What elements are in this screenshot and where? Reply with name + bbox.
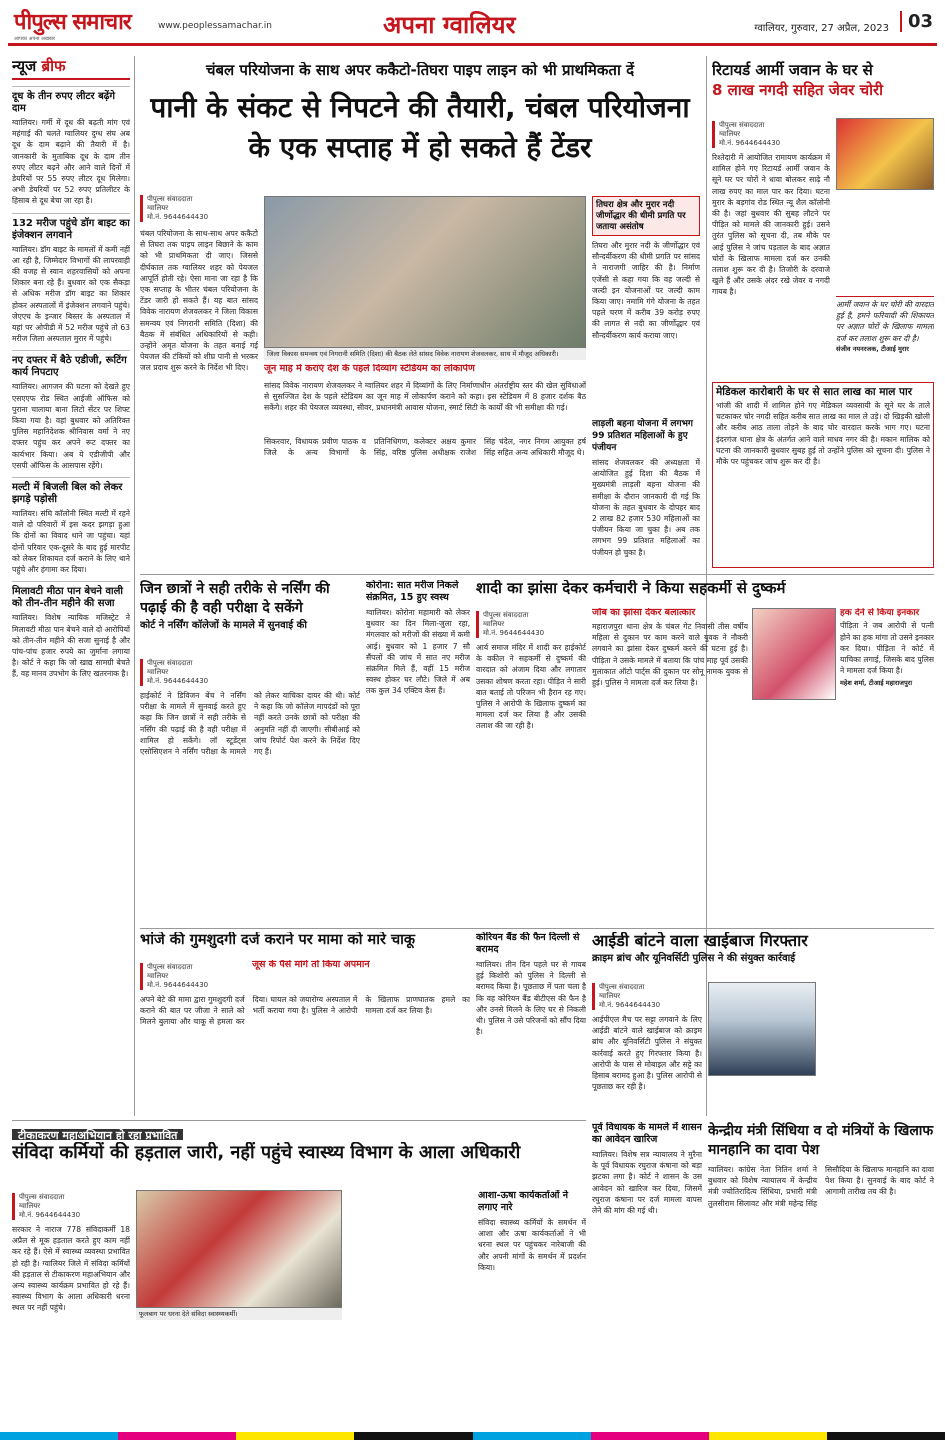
- mama-highlight: [252, 960, 470, 974]
- army-headline-2: 8 लाख नगदी सहित जेवर चोरी: [712, 81, 884, 99]
- shadi-text-body: आर्य समाज मंदिर में शादी कर हाईकोर्ट के वकील ने सहकर्मी से दुष्कर्म की वारदात को अंजाम दिया और लगातार उसका शोषण करता रहा। पीड़ित ने सारी बात बताई तो परिजन भी हैरान रह गए। पुलिस ने आरोपी के खिलाफ दुष्कर्म का मामला दर्ज कर लिया है और उसकी तलाश की जा रही है।: [476, 643, 586, 731]
- color-swatch: [591, 1432, 709, 1440]
- brief-item-title: नए दफ्तर में बैठे एडीजी, रूटिंग कार्य निपटाए: [12, 350, 130, 379]
- lead-kicker-text: चंबल परियोजना के साथ अपर ककैटो-तिघरा पाइप लाइन को भी प्राथमिकता दें: [205, 62, 635, 79]
- byline-phone: मो.नं. 9644644430: [147, 677, 209, 685]
- purv-vidhayak-story: [592, 1122, 702, 1422]
- karobari-text: भांजी की शादी में शामिल होने गए मेडिकल व्यवसायी के सूने घर के ताले चटकाकर चोर नगदी सहित करीब सात लाख का माल ले उड़े। दो खिड़की खोली और करीब आठ ताला तोड़ने के बाद चोर वारदात करके भाग गए। घटना इंदरगंज थाना क्षेत्र के अंतर्गत आने वाले माधव नगर की है। मकान मालिक को घटना की जानकारी बुधवार सुबह हुई तो उन्होंने पुलिस को सूचना दी। पुलिस ने मौके पर पहुंचकर जांच शुरू कर दी है।: [716, 401, 930, 467]
- byline-reporter: पीपुल्स संवाददाता: [19, 1193, 65, 1201]
- haq-box-text: पीड़िता ने जब आरोपी से पत्नी होने का हक मांगा तो उसने इनकार कर दिया। पीड़िता ने कोर्ट में याचिका लगाई, जिसके बाद पुलिस ने मामला दर्ज किया है।: [840, 621, 934, 676]
- tika-text-body: सरकार ने नाराज 778 संविदाकर्मी 18 अप्रैल से मूक हड़ताल करते हुए काम नहीं कर रहे हैं। ऐसे में स्वास्थ्य व्यवस्था प्रभावित हो रही है। ग्वालियर जिले में संविदा कर्मियों की हड़ताल से टीकाकरण महाअभियान और अन्य स्वास्थ्य कार्यक्रम प्रभावित हो रहे हैं। स्वास्थ्य विभाग के आला अधिकारी धरना स्थल पर नहीं पहुंचे।: [12, 1225, 130, 1313]
- nursing-story: [140, 580, 360, 642]
- dateline: ग्वालियर, गुरुवार, 27 अप्रैल, 2023: [754, 23, 889, 34]
- army-quote-author: संजीव नयनरजक, टीआई मुरार: [836, 344, 909, 353]
- byline-city: ग्वालियर: [19, 1202, 41, 1210]
- brief-item-title: मिलावटी मीठा पान बेचने वाली को तीन-तीन महीने की सजा: [12, 581, 130, 610]
- logo-tagline: आपका अपना अखबार: [14, 36, 56, 42]
- purv-headline: पूर्व विधायक के मामले में शासन का आवेदन खारिज: [592, 1122, 702, 1145]
- army-quote-text: आर्मी जवान के घर चोरी की वारदात हुई है, हमने फरियादी की शिकायत पर अज्ञात चोरों के खिलाफ मामला दर्ज कर तलाश शुरू कर दी है।: [836, 300, 934, 343]
- color-swatch: [118, 1432, 236, 1440]
- karobari-story: [712, 382, 934, 568]
- website-url: www.peoplessamachar.in: [158, 21, 272, 31]
- byline-city: ग्वालियर: [147, 668, 169, 676]
- byline-reporter: पीपुल्स संवाददाता: [483, 611, 529, 619]
- byline-city: ग्वालियर: [147, 972, 169, 980]
- brief-item-text: ग्वालियर। डॉग बाइट के मामलों में कमी नहीं आ रही है, जिम्मेदार विभागों की लापरवाही की वजह से स्वान शहरवासियों को अपना शिकार बना रहे हैं। बुधवार को एक सैकड़ा से अधिक मरीज डॉग बाइट का शिकार होकर अस्पतालों में इंजेक्शन लगवाने पहुंचे। जेएएच के इन्जार बिस्तर के अस्पताल में यहां पर ओपीडी में 52 मरीज पहुंचे तो 63 मरीज जिला अस्पताल मुरार में पहुंचे।: [12, 244, 130, 344]
- corona-headline: कोरोना: सात मरीज निकले संक्रमित, 15 हुए स्वस्थ: [366, 580, 459, 603]
- lead-story-kicker: [140, 62, 700, 84]
- khaibaz-story: [592, 932, 934, 978]
- brief-heading-text: न्यूज: [12, 57, 37, 75]
- color-swatch: [354, 1432, 472, 1440]
- tighra-side-box: [592, 196, 700, 236]
- color-swatch: [827, 1432, 945, 1440]
- shadi-headline: शादी का झांसा देकर कर्मचारी ने किया सहकर्मी से दुष्कर्म: [476, 580, 786, 597]
- brief-item-text: ग्वालियर। संघि कॉलोनी स्थित मल्टी में रहने वाले दो परिवारों में इस कदर झगड़ा हुआ कि दोनों का विवाद थाने जा पहुंचा। यहां दोनों परिवार एक-दूसरे के बाद हुई मारपीट को लेकर शिकायत दर्ज कराने के लिए थाने पहुंचे और हंगामा कर दिया।: [12, 509, 130, 575]
- corona-text: ग्वालियर। कोरोना महामारी को लेकर बुधवार का दिन मिला-जुला रहा, मंगलवार को मरीजों की संख्या में कमी आई। बुधवार को 1 हजार 7 सौ सैंपलों की जांच में सात नए मरीज संक्रमित मिले हैं, वहीं 15 मरीज स्वस्थ होकर घर लौटे। जिले में अब तक कुल 34 एक्टिव केस हैं।: [366, 608, 470, 696]
- mama-text-body: अपने बेटे की मामा द्वारा गुमशुदगी दर्ज कराने की बात पर जीजा ने साले को मिलने बुलाया और चाकू से हमला कर दिया। घायल को जयारोग्य अस्पताल में भर्ती कराया गया है। पुलिस ने आरोपी के खिलाफ प्राणघातक हमले का मामला दर्ज कर लिया है।: [140, 995, 470, 1027]
- tighra-box-text: तिघरा क्षेत्र और मुरार नदी जीर्णोद्धार की धीमी प्रगति पर जताया असंतोष: [596, 200, 686, 232]
- lead-text-c: तिघरा और मुरार नदी के जीर्णोद्धार एवं सौन्दर्यीकरण की धीमी प्रगति पर सांसद ने नाराजगी जाहिर की है। निर्माण एजेंसी से कहा गया कि वह जल्दी से जल्दी इन योजनाओं पर जल्दी काम किया जाए। नमामि गंगे योजना के तहत पहले चरण में करीब 39 करोड़ रुपए की लागत से नदी का जीर्णोद्धार एवं सौन्दर्यीकरण कार्य कराया जाए।: [592, 241, 700, 340]
- tika-side-story: [478, 1190, 586, 1428]
- news-brief-column: [12, 56, 130, 1116]
- color-swatch: [473, 1432, 591, 1440]
- army-text: [712, 152, 830, 378]
- army-text-body: रिश्तेदारी में आयोजित रामायण कार्यक्रम में शामिल होने गए रिटायर्ड आर्मी जवान के सूने घर पर चोरों ने धावा बोलकर साढ़े नौ लाख रुपए का माल पार कर दिया। घटना मुरार के बड़गांव रोड स्थित न्यू शैल कॉलोनी की है। जहां बुधवार की सुबह लौटने पर पीड़ित को मामले की जानकारी हुई। उसने तुरंत पुलिस को सूचना दी, तब मौके पर आई पुलिस ने जांच पड़ताल के बाद अज्ञात चोरों के खिलाफ मामला दर्ज कर उनकी तलाश शुरू कर दी है। तिजोरी के दरवाजे खुले हैं और उसके अंदर रखे जेवर व नगदी गायब है।: [712, 153, 830, 297]
- byline-phone: मो.नं. 9644644430: [599, 1001, 661, 1009]
- byline-phone: मो.नं. 9644644430: [19, 1211, 81, 1219]
- section-title: अपना ग्वालियर: [383, 11, 516, 39]
- brief-item-text: ग्वालियर। विशेष न्यायिक मजिस्ट्रेट ने मिलावटी मीठा पान बेचने वाले दो आरोपियों को तीन-तीन महीने की सजा सुनाई है और पांच-पांच हजार रुपये का जुर्माना लगाया है। कोर्ट ने कहा कि जो खाद्य सामग्री बेचते हैं, वह मानव उपभोग के लिए खतरनाक है।: [12, 613, 130, 679]
- lead-text-b: सांसद विवेक नारायण शेजवलकर ने ग्वालियर शहर में दिव्यांगों के लिए निर्माणाधीन अंतर्राष्ट्रीय स्तर की खेल सुविधाओं से सुसज्जित देश के पहले स्टेडियम का जून माह में लोकार्पण कराने को कहा। इस स्टेडियम में 8 हजार दर्शक बैठ सकेंगे। शहर की पेयजल व्यवस्था, सीवर, प्रधानमंत्री आवास योजना, स्मार्ट सिटी के कार्यों की भी समीक्षा की गई।: [264, 381, 586, 413]
- row-divider: [140, 928, 934, 929]
- byline-city: ग्वालियर: [147, 204, 169, 212]
- tika-headline-block: [12, 1142, 586, 1186]
- lead-text-col-c: [592, 240, 700, 412]
- job-box-text: महाराजपुरा थाना क्षेत्र के चंबल गेट निवासी तीस वर्षीय महिला से दुकान पर काम करने वाले युवक ने नौकरी लगवाने का झांसा देकर दुष्कर्म करने की घटना हुई है। पीड़िता ने उसके मामले में बताया कि पांच माह पूर्व उसकी मुलाकात ऑटो पार्ट्स की दुकान पर सोनू नामक युवक से हुई। पुलिस ने मामला दर्ज कर लिया है।: [592, 621, 748, 687]
- brief-item-title: मल्टी में बिजली बिल को लेकर झगड़े पड़ोसी: [12, 477, 130, 506]
- shadi-text: [476, 642, 586, 922]
- tika-kicker-text: टीकाकरण महाअभियान हो रहा प्रभावित: [12, 1129, 183, 1140]
- tika-headline: संविदा कर्मियों की हड़ताल जारी, नहीं पहुंचे स्वास्थ्य विभाग के आला अधिकारी: [12, 1142, 521, 1163]
- tika-text-a: [12, 1224, 130, 1428]
- news-brief-heading: [12, 56, 130, 80]
- corona-story: [366, 580, 470, 922]
- brief-item-title: 132 मरीज पहुंचे डॉग बाइट का इंजेक्शन लगवाने: [12, 213, 130, 242]
- byline-reporter: पीपुल्स संवाददाता: [719, 121, 765, 129]
- stadium-highlight-text: जून माह में कराएं देश के पहले दिव्यांग स्टेडियम का लोकार्पण: [264, 364, 475, 374]
- byline-reporter: पीपुल्स संवाददाता: [599, 983, 645, 991]
- stadium-highlight: [264, 364, 586, 378]
- byline-phone: मो.नं. 9644644430: [147, 981, 209, 989]
- byline-city: ग्वालियर: [483, 620, 505, 628]
- page-number: 03: [900, 11, 933, 32]
- row-divider: [140, 574, 934, 575]
- tika-photo-caption: फूलबाग पर धरना देते संविदा स्वास्थ्यकर्मी।: [136, 1308, 342, 1320]
- shadi-byline: [476, 608, 586, 640]
- tika-kicker: [12, 1124, 586, 1140]
- khaibaz-headline: आईडी बांटने वाला खाईबाज गिरफ्तार: [592, 932, 808, 950]
- nursing-headline: जिन छात्रों ने सही तरीके से नर्सिंग की पढ़ाई की है वही परीक्षा दे सकेंगे: [140, 581, 330, 616]
- lead-photo-meeting: [264, 196, 586, 348]
- tika-side-headline: आशा-ऊषा कार्यकर्ताओं ने लगाए नारे: [478, 1190, 569, 1213]
- army-theft-story: [712, 60, 934, 120]
- khaibaz-byline: [592, 980, 712, 1012]
- lead-headline-block: [140, 88, 700, 188]
- column-divider: [134, 56, 135, 1116]
- lead-text-col-d: [264, 436, 586, 568]
- haq-side-box: [840, 608, 934, 922]
- brief-item-text: ग्वालियर। गर्मी में दूध की बढ़ती मांग एवं महंगाई की चलते ग्वालियर दुग्ध संघ अब दूध के दाम बढ़ाने की तैयारी में है। जानकारी के मुताबिक दूध के दाम तीन रुपए लीटर बढ़ने और आने वाले दिनों में डेयरियों पर 55 रुपए लीटर दूध मिलेगा। अभी डेयरियों पर 52 रुपए प्रतिलीटर के हिसाब से दूध बेचा जा रहा है।: [12, 118, 130, 206]
- job-jhansa-box: [592, 608, 748, 922]
- byline-city: ग्वालियर: [599, 992, 621, 1000]
- shadi-illustration: [752, 608, 836, 700]
- haq-box-title: हक देने से किया इनकार: [840, 608, 920, 618]
- lead-text-a: चंबल परियोजना के साथ-साथ अपर ककैटो से तिघरा तक पाइप लाइन बिछाने के काम को भी प्राथमिकता दी जाए। जिससे दीर्घकाल तक ग्वालियर शहर को पेयजल आपूर्ति होती रहे। ऐसा माना जा रहा है कि एक सप्ताह के भीतर चंबल परियोजना के टेंडर जारी हो सकते हैं। यह बात सांसद विवेक नारायण शेजवलकर ने जिला विकास समन्वय एवं निगरानी समिति (दिशा) की बैठक में संबंधित अधिकारियों से कही। उन्होंने अमृत योजना के तहत बनाई गई पेयजल की टंकियों को शीघ्र पानी से भरकर जल प्रदाय शुरू करने के निर्देश भी दिए।: [140, 229, 258, 373]
- tika-byline: [12, 1190, 132, 1222]
- army-headline-1: रिटायर्ड आर्मी जवान के घर से: [712, 61, 873, 79]
- corian-story: [476, 932, 586, 1116]
- mama-headline: भांजे की गुमशुदगी दर्ज कराने पर मामा को मारे चाकू: [140, 932, 416, 948]
- brief-heading-accent: ब्रीफ: [41, 57, 66, 75]
- scindia-story: [708, 1122, 934, 1428]
- brief-item-title: दूध के तीन रुपए लीटर बढ़ेंगे दाम: [12, 86, 130, 115]
- army-quote: [836, 296, 934, 378]
- newspaper-logo: पीपुल्स समाचार: [14, 10, 131, 35]
- lead-text-d: सिकरवार, विधायक प्रवीण पाठक व जिले के अन्य विभागों के प्रतिनिधिगण, कलेक्टर अक्षय कुमार सिंह, वरिष्ठ पुलिस अधीक्षक राजेश सिंह चंदेल, नगर निगम आयुक्त हर्ष सिंह सहित अन्य अधिकारी मौजूद थे।: [264, 437, 586, 458]
- printer-color-bar: [0, 1432, 945, 1440]
- mama-story: [140, 932, 470, 958]
- nursing-text: [140, 690, 360, 922]
- corian-text: ग्वालियर। तीन दिन पहले घर से गायब हुई किशोरी को पुलिस ने दिल्ली से बरामद किया है। पूछताछ में पता चला है कि वह कोरियन बैंड बीटीएस की फैन है और उनसे मिलने के लिए घर से निकली थी। पुलिस ने उसे परिजनों को सौंप दिया है।: [476, 960, 586, 1037]
- lead-headline: पानी के संकट से निपटने की तैयारी, चंबल परियोजना के एक सप्ताह में हो सकते हैं टेंडर: [150, 91, 690, 164]
- tika-side-text: संविदा स्वास्थ्य कर्मियों के समर्थन में आशा और ऊषा कार्यकर्ताओं ने भी धरना स्थल पर पहुंचकर नारेबाजी की और अपनी मांगों के समर्थन में प्रदर्शन किया।: [478, 1218, 586, 1272]
- karobari-headline: मेडिकल कारोबारी के घर से सात लाख का माल पार: [716, 386, 912, 398]
- color-swatch: [236, 1432, 354, 1440]
- ladli-story: [592, 418, 700, 568]
- byline-phone: मो.नं. 9644644430: [483, 629, 545, 637]
- color-swatch: [0, 1432, 118, 1440]
- brief-item-text: ग्वालियर। आगजन की घटना को देखते हुए एसएएफ रोड स्थित आईजी ऑफिस को पुराना चालाया बाना लिटो सेंटर पर शिफ्ट किया गया है। वहां बुधवार को अतिरिक्त पुलिस महानिदेशक श्रीनिवास वर्मा ने नए दफ्तर पहुंच कर अपने रूट दफ्तर का कार्यभार किया। अब ये एडीजीपी और एसपी ऑफिस के आसपास रहेंगे।: [12, 382, 130, 470]
- khaibaz-subheadline: क्राइम ब्रांच और यूनिवर्सिटी पुलिस ने की संयुक्त कार्रवाई: [592, 953, 796, 965]
- haq-box-author: महेश शर्मा, टीआई महाराजपुरा: [840, 679, 913, 688]
- army-byline: [712, 118, 832, 150]
- byline-city: ग्वालियर: [719, 130, 741, 138]
- ladli-text: सांसद शेजवलकर की अध्यक्षता में आयोजित हुई दिशा की बैठक में मुख्यमंत्री लाड़ली बहना योजना की समीक्षा के दौरान जानकारी दी गई कि योजना के तहत बुधवार के दोपहर बाद 2 लाख 82 हजार 530 महिलाओं का पंजीयन किया जा चुका है। अब तक लगभग 99 प्रतिशत महिलाओं का पंजीयन हो चुका है।: [592, 458, 700, 557]
- shadi-story: [476, 580, 934, 606]
- byline-phone: मो.नं. 9644644430: [147, 213, 209, 221]
- corian-headline: कोरियन बैंड की फैन दिल्ली से बरामद: [476, 932, 580, 955]
- byline-phone: मो.नं. 9644644430: [719, 139, 781, 147]
- byline-reporter: पीपुल्स संवाददाता: [147, 659, 193, 667]
- mama-text: [140, 994, 470, 1116]
- mama-highlight-text: जूस के पैसे मांगे तो किया अपमान: [252, 960, 370, 970]
- tika-protest-photo: [136, 1190, 342, 1308]
- scindia-headline: केन्द्रीय मंत्री सिंधिया व दो मंत्रियों के खिलाफ मानहानि का दावा पेश: [708, 1123, 934, 1158]
- row-divider: [12, 1120, 586, 1121]
- byline-reporter: पीपुल्स संवाददाता: [147, 963, 193, 971]
- accused-portrait: [708, 982, 816, 1076]
- army-theft-illustration: [836, 118, 934, 190]
- ladli-headline: लाड़ली बहना योजना में लगभग 99 प्रतिशत महिलाओं के हुए पंजीयन: [592, 419, 693, 453]
- mama-byline: [140, 960, 260, 992]
- masthead: [8, 6, 937, 46]
- byline-reporter: पीपुल्स संवाददाता: [147, 195, 193, 203]
- purv-text: ग्वालियर। विशेष सत्र न्यायालय ने मुरैना के पूर्व विधायक रघुराज कंषाना को बड़ा झटका लगा है। कोर्ट ने शासन के उस आवेदन को खारिज कर दिया, जिसमें रघुराज कंषाना पर दर्ज मामला वापस लेने की मांग की गई थी।: [592, 1150, 702, 1216]
- nursing-byline: [140, 656, 260, 688]
- lead-text-col-a: [140, 228, 258, 568]
- color-swatch: [709, 1432, 827, 1440]
- job-box-title: जॉब का झांसा देकर बलात्कार: [592, 608, 696, 618]
- lead-text-col-b: [264, 380, 586, 432]
- lead-photo-caption: जिला विकास समन्वय एवं निगरानी समिति (दिशा) की बैठक लेते सांसद विवेक नारायण शेजवलकर, साथ में मौजूद अधिकारी।: [264, 348, 586, 360]
- nursing-subheadline: कोर्ट ने नर्सिंग कॉलेजों के मामले में सुनवाई की: [140, 620, 307, 631]
- nursing-text-body: हाईकोर्ट ने डिविजन बेंच ने नर्सिंग परीक्षा के मामले में सुनवाई करते हुए कहा कि जिन छात्रों ने सही तरीके से नर्सिंग की पढ़ाई की है वही परीक्षा में शामिल हो सकेंगे। लॉ स्टूडेंट्स एसोसिएशन ने नर्सिंग परीक्षा के मामले को लेकर याचिका दायर की थी। कोर्ट ने कहा कि जो कॉलेज मापदंडों को पूरा नहीं करते उनके छात्रों को परीक्षा की अनुमति नहीं दी जाएगी। सीबीआई को जांच रिपोर्ट पेश करने के निर्देश दिए गए हैं।: [140, 691, 360, 757]
- lead-byline: [140, 192, 260, 228]
- khaibaz-text-a: [592, 1014, 702, 1116]
- khaibaz-text-body: आईपीएल मैच पर सट्टा लगवाने के लिए आईडी बांटने वाले खाईबाज को क्राइम ब्रांच और यूनिवर्सिटी पुलिस ने संयुक्त कार्रवाई करते हुए गिरफ्तार किया है। आरोपी के पास से मोबाइल और सट्टे का हिसाब बरामद हुआ है। पुलिस आरोपी से पूछताछ कर रही है।: [592, 1015, 702, 1092]
- scindia-text: ग्वालियर। कांग्रेस नेता नितिन शर्मा ने बुधवार को विशेष न्यायालय में केन्द्रीय मंत्री ज्योतिरादित्य सिंधिया, प्रभारी मंत्री तुलसीराम सिलावट और मंत्री महेन्द्र सिंह सिसौदिया के खिलाफ मानहानि का दावा पेश किया है। सुनवाई के बाद कोर्ट ने आगामी तारीख तय की है।: [708, 1165, 934, 1208]
